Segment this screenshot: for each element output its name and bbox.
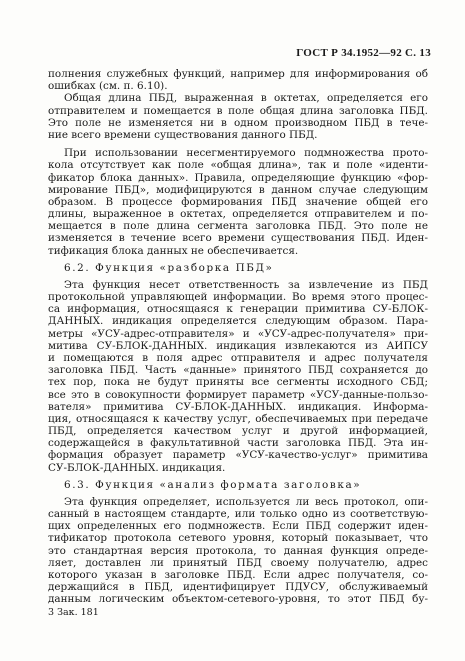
text-line: формация образует параметр «УСУ-качество-услуг» примитива [48,449,428,462]
paragraph [48,496,428,606]
page-footer: 3 Зак. 181 [48,607,99,618]
text-line: щих определенных его подмножеств. Если ПБД содержит иден- [48,520,428,533]
text-line: протокольной управляющей информации. Во время этого процес- [48,291,428,303]
text-line: СУ-БЛОК-ДАННЫХ. индикация. [48,461,226,474]
text-line: митива СУ-БЛОК-ДАННЫХ. индикация извлекаются из АИПСУ [48,339,428,352]
text-line: полнения служебных функций, например для информирования об [48,68,428,80]
text-line: ошибках (см. п. 6.10). [48,80,168,93]
text-line: содержащейся в факультативной части заголовка ПБД. Эта ин- [48,437,428,450]
document-body [48,68,428,606]
text-line: тификатор протокола сетевого уровня, который показывает, что [48,532,428,545]
text-line: Общая длина ПБД, выраженная в октетах, определяется его [64,92,428,105]
text-line: все это в совокупности формирует параметр «УСУ-данные-пользо- [48,388,428,401]
paragraph [48,147,428,257]
text-line: При использовании несегментируемого подмножества прото- [64,147,428,160]
text-line: и помещаются в поля адрес отправителя и адрес получателя [48,351,428,364]
text-line: ПБД, определяется качеством услуг и другой информацией, [48,425,428,438]
text-line: длины, выраженное в октетах, определяется отправителем и по- [48,208,428,221]
text-line: которого указан в заголовке ПБД. Если адрес получателя, со- [48,568,428,581]
paragraph [48,279,428,474]
text-line: Эта функция несет ответственность за извлечение из ПБД [64,278,428,291]
text-line: заголовка ПБД. Часть «данные» принятого ПБД сохраняется до [48,364,428,377]
text-line: фикатор блока данных». Правила, определяющие функцию «фор- [48,171,428,184]
text-line: ляет, доставлен ли принятый ПБД своему получателю, адрес [48,556,428,569]
text-line: это стандартная версия протокола, то данная функция опреде- [48,544,428,557]
text-line: изменяется в течение всего времени существования ПБД. Иден- [48,232,428,245]
text-line: Это поле не изменяется ни в одном производном ПБД в тече- [48,116,428,129]
text-line: Эта функция определяет, используется ли весь протокол, опи- [64,495,428,508]
paragraph [48,92,428,141]
text-line: вателя» примитива СУ-БЛОК-ДАННЫХ. индикация. Информа- [48,400,428,413]
text-line: ДАННЫХ. индикация определяется следующим образом. Пара- [48,315,428,328]
text-line: данным логическим объектом-сетевого-уровня, то этот ПБД бу- [48,593,428,606]
section-heading: 6.2. Функция «разборка ПБД» [64,261,274,274]
text-line: ция, относящаяся к качеству услуг, обеспечиваемых при передаче [48,412,428,425]
text-line: санный в настоящем стандарте, или только одно из соответствую- [48,508,428,520]
page-header: ГОСТ Р 34.1952—92 С. 13 [296,47,431,59]
paragraph [48,68,428,92]
text-line: метры «УСУ-адрес-отправителя» и «УСУ-адрес-получателя» при- [48,327,428,340]
text-line: са информация, относящаяся к генерации примитива СУ-БЛОК- [48,303,428,316]
text-line: тификация блока данных не обеспечивается. [48,244,299,257]
text-line: тех пор, пока не будут приняты все сегменты исходного СБД; [48,376,428,389]
text-line: образом. В процессе формирования ПБД значение общей его [48,195,428,208]
text-line: кола отсутствует как поле «общая длина», так и поле «иденти- [48,159,428,172]
text-line: мещается в поле длина сегмента заголовка ПБД. Это поле не [48,220,428,233]
text-line: ние всего времени существования данного ПБД. [48,128,318,141]
text-line: мирование ПБД», модифицируются в данном случае следующим [48,183,428,196]
section-heading: 6.3. Функция «анализ формата заголовка» [64,478,362,491]
text-line: держащийся в ПБД, идентифицирует ПДУСУ, обслуживаемый [48,581,428,594]
text-line: отправителем и помещается в поле общая длина заголовка ПБД. [48,104,428,117]
